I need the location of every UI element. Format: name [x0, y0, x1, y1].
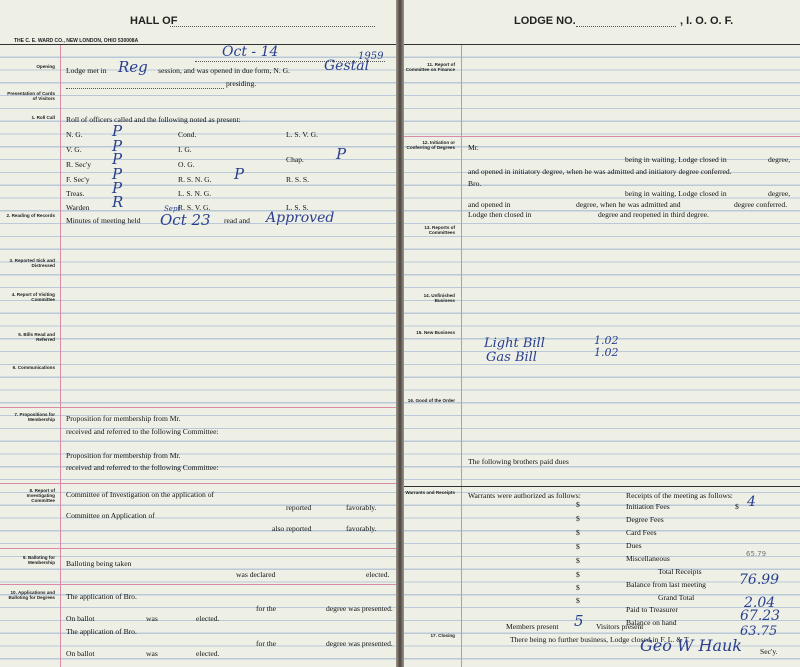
section-applications: 10. Applications and Balloting for Degrees — [8, 590, 55, 600]
receipt-initiation-fees: Initiation Fees — [626, 502, 670, 511]
meeting-year: 1959 — [358, 51, 384, 62]
balloting-taken: Balloting being taken — [66, 559, 132, 568]
waiting-1: being in waiting, Lodge closed in — [625, 155, 727, 164]
ng-present: P — [112, 122, 123, 140]
rsecy-present: P — [112, 150, 123, 168]
application-2-presented: degree was presented. — [326, 639, 393, 648]
left-page — [0, 0, 396, 667]
rule-balloting — [0, 548, 396, 549]
application-2-was: was — [146, 649, 158, 658]
balance-hand-amount: 67.23 — [740, 608, 781, 624]
section-bills: 5. Bills Read and Referred — [18, 332, 55, 342]
initiation-fees-amount: 4 — [747, 494, 756, 510]
warrant-dollar-2: $ — [576, 514, 580, 523]
application-2-ballot: On ballot — [66, 649, 95, 658]
light-bill-amount: 1.02 — [594, 334, 619, 347]
section-good-of-order: 16. Good of the Order — [407, 398, 455, 403]
section-opening: Opening — [36, 64, 55, 69]
section-visiting-committee: 4. Report of Visiting Committee — [11, 292, 55, 302]
members-present-count: 5 — [574, 612, 584, 630]
margin-rule-right — [461, 45, 462, 667]
brothers-paid-dues: The following brothers paid dues — [468, 457, 569, 466]
officer-og: O. G. — [178, 160, 195, 169]
opening-line-a: Lodge met in — [66, 66, 107, 75]
application-1-presented: degree was presented. — [326, 604, 393, 613]
degree-conferred: degree conferred. — [734, 200, 788, 209]
noble-grand: Gestal — [324, 58, 370, 74]
minutes-label: Minutes of meeting held — [66, 216, 141, 225]
application-2: The application of Bro. — [66, 627, 137, 636]
publisher-imprint: THE C. E. WARD CO., NEW LONDON, OHIO 530008A — [14, 38, 139, 44]
hall-name-line — [170, 26, 375, 27]
officer-cond: Cond. — [178, 130, 197, 139]
warrant-dollar-7: $ — [576, 583, 580, 592]
visitors-present-label: Visitors present — [596, 622, 644, 631]
officer-warden: Warden — [66, 203, 90, 212]
section-roll-call: 1. Roll Call — [31, 115, 55, 120]
rule-propositions — [0, 407, 396, 408]
investigation-1-favorably: favorably. — [346, 503, 377, 512]
investigation-2-favorably: favorably. — [346, 524, 377, 533]
officer-ig: I. G. — [178, 145, 192, 154]
warrant-dollar-6: $ — [576, 570, 580, 579]
officer-rsng: R. S. N. G. — [178, 175, 212, 184]
rule-initiation — [404, 136, 800, 137]
investigation-1: Committee of Investigation on the application of — [66, 490, 215, 499]
rule-applications — [0, 584, 396, 585]
section-communications: 6. Communications — [12, 365, 55, 370]
fsecy-present: P — [112, 165, 123, 183]
waiting-1-degree: degree, — [768, 155, 791, 164]
investigation-2: Committee on Application of — [66, 511, 155, 520]
ioof-label: , I. O. O. F. — [680, 15, 734, 27]
roll-intro: Roll of officers called and the following noted as present: — [66, 115, 241, 124]
officer-chap: Chap. — [286, 155, 304, 164]
closing-text: There being no further business, Lodge closed in F. L. & T. — [510, 635, 690, 644]
receipt-card-fees: Card Fees — [626, 528, 657, 537]
receipts-header: Receipts of the meeting as follows: — [626, 491, 733, 500]
section-investigating: 8. Report of Investigating Committee — [26, 488, 55, 503]
new-business-light: Light Bill — [484, 336, 545, 351]
minutes-month: Sept — [164, 205, 181, 213]
warrant-dollar-4: $ — [576, 542, 580, 551]
rule-investigating — [0, 483, 396, 484]
section-initiation: 12. Initiation or Conferring of Degrees — [406, 140, 455, 150]
application-1-ballot: On ballot — [66, 614, 95, 623]
lodge-no-label: LODGE NO. — [514, 15, 576, 27]
rsng-present: P — [234, 165, 245, 183]
receipt-dollar: $ — [735, 502, 739, 511]
proposition-2-referred: received and referred to the following Committee: — [66, 463, 219, 472]
gas-bill-amount: 1.02 — [594, 346, 619, 359]
receipt-total: Total Receipts — [658, 567, 702, 576]
officer-rsvg: R. S. V. G. — [178, 203, 211, 212]
application-2-for: for the — [256, 639, 277, 648]
warden-present: R — [112, 193, 124, 211]
proposition-2: Proposition for membership from Mr. — [66, 451, 181, 460]
warrant-dollar-3: $ — [576, 528, 580, 537]
receipt-degree-fees: Degree Fees — [626, 515, 664, 524]
officer-lsng: L. S. N. G. — [178, 189, 212, 198]
vg-present: P — [112, 137, 123, 155]
receipt-paid-treasurer: Paid to Treasurer — [626, 605, 678, 614]
warrant-dollar-5: $ — [576, 556, 580, 565]
book-gutter — [396, 0, 404, 667]
section-reported-sick: 3. Reported Sick and Distressed — [9, 258, 55, 268]
officer-rsecy: R. Sec'y — [66, 160, 91, 169]
section-warrants: Warrants and Receipts — [405, 490, 455, 495]
treas-present: P — [112, 179, 123, 197]
receipt-dues: Dues — [626, 541, 642, 550]
meeting-date: Oct - 14 — [222, 44, 279, 60]
receipt-misc: Miscellaneous — [626, 554, 670, 563]
investigation-1-reported: reported — [286, 503, 312, 512]
candidate-bro: Bro. — [468, 179, 482, 188]
officer-fsecy: F. Sec'y — [66, 175, 90, 184]
warrants-header: Warrants were authorized as follows: — [468, 491, 581, 500]
balance-last-amount: 76.99 — [739, 572, 780, 588]
warrant-dollar-8: $ — [576, 596, 580, 605]
receipt-grand-total: Grand Total — [658, 593, 695, 602]
officer-rss: R. S. S. — [286, 175, 310, 184]
opened-initiatory: and opened in initiatory degree, when he was admitted and initiatory degree conferred. — [468, 167, 732, 176]
reopened: degree and reopened in third degree. — [598, 210, 709, 219]
application-1-was: was — [146, 614, 158, 623]
application-1: The application of Bro. — [66, 592, 137, 601]
secretary-signature: Geo W Hauk — [640, 636, 742, 655]
members-present-label: Members present — [506, 622, 559, 631]
when-admitted: degree, when he was admitted and — [576, 200, 681, 209]
officer-lss: L. S. S. — [286, 203, 309, 212]
minutes-approved: Approved — [266, 210, 335, 226]
investigation-2-also: also reported — [272, 524, 312, 533]
officer-lsvg: L. S. V. G. — [286, 130, 319, 139]
candidate-mr: Mr. — [468, 143, 479, 152]
balloting-elected: elected. — [366, 570, 390, 579]
section-presentation: Presentation of Cards of Visitors — [7, 91, 55, 101]
section-reading-records: 2. Reading of Records — [6, 213, 55, 218]
receipt-balance-last: Balance from last meeting — [626, 580, 706, 589]
balloting-declared: was declared — [236, 570, 276, 579]
right-page — [404, 0, 800, 667]
officer-ng: N. G. — [66, 130, 83, 139]
officer-vg: V. G. — [66, 145, 82, 154]
waiting-2-degree: degree, — [768, 189, 791, 198]
presiding-line — [66, 88, 224, 89]
receipt-balance-hand: Balance on hand — [626, 618, 677, 627]
header-rule-right — [404, 44, 800, 45]
hall-of-label: HALL OF — [130, 15, 178, 27]
chap-present: P — [336, 145, 347, 163]
secy-label: Sec'y. — [760, 647, 778, 656]
margin-rule — [60, 45, 61, 667]
section-unfinished: 14. Unfinished Business — [423, 293, 455, 303]
application-1-elected: elected. — [196, 614, 220, 623]
section-propositions: 7. Propositions for Membership — [14, 412, 55, 422]
pencil-total: 65.79 — [746, 550, 767, 558]
opened-in: and opened in — [468, 200, 511, 209]
officer-treas: Treas. — [66, 189, 85, 198]
lodge-no-line — [576, 26, 676, 27]
minutes-date: Oct 23 — [160, 211, 211, 229]
section-balloting: 9. Balloting for Membership — [22, 555, 55, 565]
balance-hand-revised: 63.75 — [740, 624, 778, 639]
proposition-1: Proposition for membership from Mr. — [66, 414, 181, 423]
session-type: Reg — [118, 58, 148, 76]
section-closing: 17. Closing — [430, 633, 455, 638]
opening-line-b: session, and was opened in due form, N. G. — [158, 66, 291, 75]
rule-warrants — [404, 486, 800, 487]
application-1-for: for the — [256, 604, 277, 613]
opening-line-c: presiding. — [226, 79, 257, 88]
new-business-gas: Gas Bill — [486, 350, 537, 365]
section-finance: 11. Report of Committee on Finance — [405, 62, 455, 72]
header-band-right — [404, 0, 800, 46]
paid-treasurer-amount: 2.04 — [744, 595, 776, 611]
waiting-2: being in waiting, Lodge closed in — [625, 189, 727, 198]
application-2-elected: elected. — [196, 649, 220, 658]
proposition-1-referred: received and referred to the following Committee: — [66, 427, 219, 436]
section-new-business: 15. New Business — [416, 330, 455, 335]
section-reports-committees: 13. Reports of Committees — [424, 225, 455, 235]
closed-in: Lodge then closed in — [468, 210, 532, 219]
minutes-read-and: read and — [224, 216, 250, 225]
warrant-dollar-1: $ — [576, 500, 580, 509]
